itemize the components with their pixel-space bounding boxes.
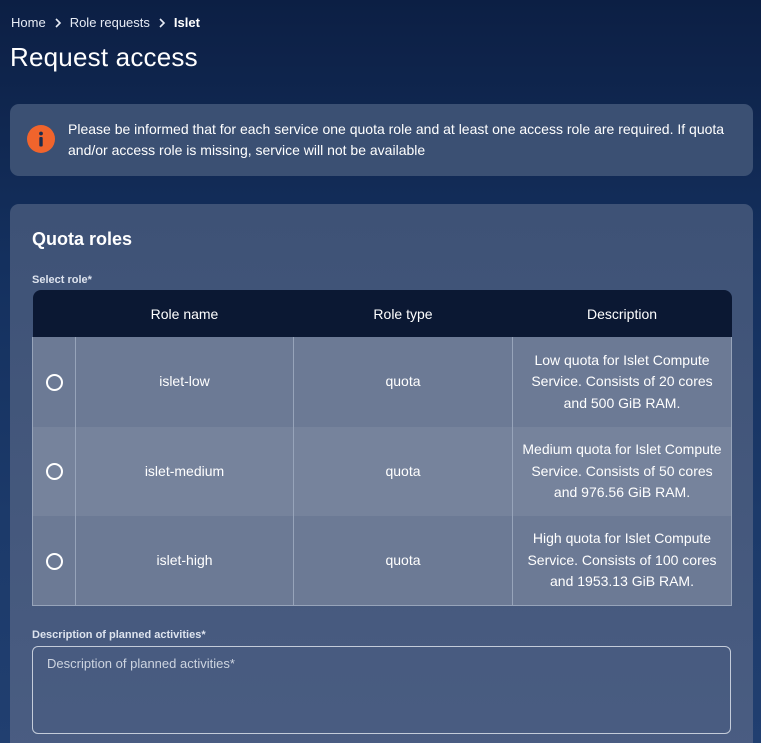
quota-roles-table bbox=[32, 290, 732, 606]
role-name-cell: islet-high bbox=[76, 516, 294, 606]
radio-cell bbox=[33, 427, 76, 517]
role-name-cell: islet-low bbox=[76, 337, 294, 427]
radio-islet-medium[interactable] bbox=[46, 463, 63, 480]
breadcrumb-current: Islet bbox=[173, 15, 200, 30]
breadcrumb-role-requests[interactable]: Role requests bbox=[69, 15, 150, 30]
quota-roles-title: Quota roles bbox=[32, 229, 133, 249]
quota-roles-card bbox=[10, 204, 753, 743]
column-header-role-name: Role name bbox=[150, 305, 219, 322]
role-description-cell: Medium quota for Islet Compute Service. Consists of 50 cores and 976.56 GiB RAM. bbox=[513, 427, 732, 517]
role-type-cell: quota bbox=[294, 427, 513, 517]
column-header-description: Description bbox=[586, 305, 658, 322]
table-row[interactable] bbox=[33, 516, 732, 606]
activities-textarea[interactable] bbox=[32, 646, 731, 734]
page-title: Request access bbox=[10, 42, 198, 72]
radio-islet-high[interactable] bbox=[46, 553, 63, 570]
info-icon bbox=[27, 125, 55, 153]
chevron-right-icon bbox=[52, 17, 64, 29]
table-row[interactable] bbox=[33, 337, 732, 427]
role-type-cell: quota bbox=[294, 516, 513, 606]
radio-cell bbox=[33, 516, 76, 606]
radio-islet-low[interactable] bbox=[46, 374, 63, 391]
role-description-cell: High quota for Islet Compute Service. Consists of 100 cores and 1953.13 GiB RAM. bbox=[513, 516, 732, 606]
radio-cell bbox=[33, 337, 76, 427]
role-description-cell: Low quota for Islet Compute Service. Consists of 20 cores and 500 GiB RAM. bbox=[513, 337, 732, 427]
select-role-label: Select role* bbox=[32, 274, 92, 286]
chevron-right-icon bbox=[156, 17, 168, 29]
info-banner bbox=[10, 104, 753, 176]
table-row[interactable] bbox=[33, 427, 732, 517]
table-header-row bbox=[33, 290, 732, 337]
breadcrumb-home[interactable]: Home bbox=[11, 15, 46, 30]
role-name-cell: islet-medium bbox=[76, 427, 294, 517]
role-type-cell: quota bbox=[294, 337, 513, 427]
info-banner-text: Please be informed that for each service one quota role and at least one access role are required. If quota and/or access role is missing, service will not be available bbox=[68, 121, 725, 158]
column-header-role-type: Role type bbox=[373, 305, 433, 322]
breadcrumb bbox=[11, 15, 200, 30]
activities-label: Description of planned activities* bbox=[32, 629, 206, 641]
select-column-header bbox=[33, 290, 76, 337]
